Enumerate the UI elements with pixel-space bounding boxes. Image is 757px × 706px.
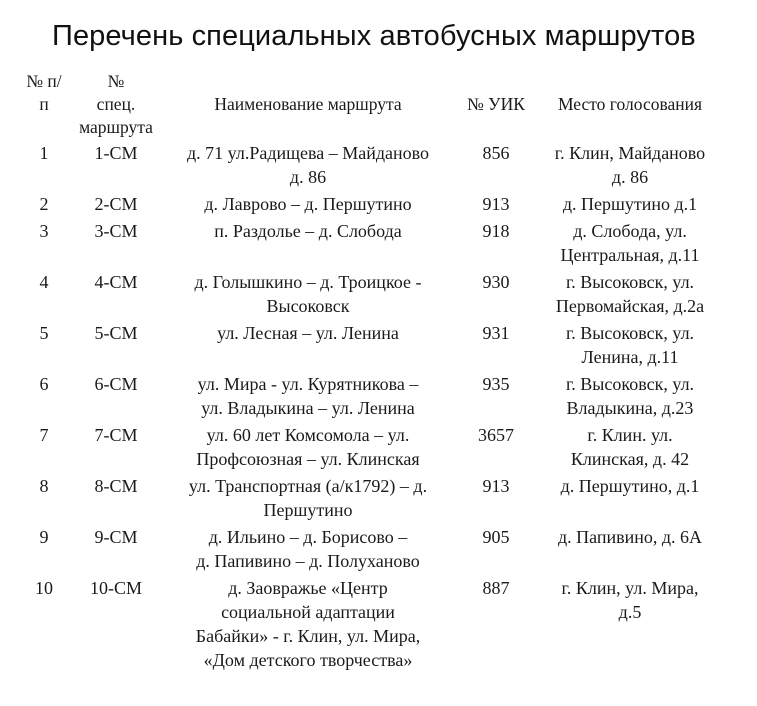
route-name-line: ул. Транспортная (а/к1792) – д. bbox=[188, 476, 428, 496]
route-name-line: п. Раздолье – д. Слобода bbox=[214, 221, 402, 241]
route-name bbox=[158, 421, 458, 472]
uik-number: 913 bbox=[482, 476, 510, 496]
header-place: Место голосования bbox=[557, 94, 703, 114]
route-name-line: д. Заовражье «Центр bbox=[228, 578, 388, 598]
voting-place-line: д. 86 bbox=[611, 167, 649, 187]
row-number: 1 bbox=[39, 143, 49, 163]
route-name-line: Профсоюзная – ул. Клинская bbox=[196, 449, 420, 469]
routes-table bbox=[14, 70, 726, 673]
route-code: 10-СМ bbox=[89, 578, 142, 598]
route-code: 2-СМ bbox=[94, 194, 138, 214]
row-number: 4 bbox=[39, 272, 49, 292]
voting-place bbox=[534, 523, 726, 574]
route-name bbox=[158, 217, 458, 268]
table-row bbox=[14, 319, 726, 370]
header-num-line: № п/ bbox=[26, 71, 62, 91]
voting-place bbox=[534, 574, 726, 673]
voting-place bbox=[534, 139, 726, 190]
row-number: 10 bbox=[35, 578, 53, 598]
route-code: 6-СМ bbox=[94, 374, 138, 394]
route-name-line: ул. 60 лет Комсомола – ул. bbox=[206, 425, 410, 445]
voting-place-line: Ленина, д.11 bbox=[581, 347, 679, 367]
row-number: 6 bbox=[39, 374, 49, 394]
uik-number: 935 bbox=[482, 374, 510, 394]
voting-place-line: г. Высоковск, ул. bbox=[565, 374, 695, 394]
route-name bbox=[158, 319, 458, 370]
route-code: 7-СМ bbox=[94, 425, 138, 445]
route-code: 3-СМ bbox=[94, 221, 138, 241]
header-num-line: п bbox=[39, 94, 49, 114]
routes-table-body bbox=[14, 139, 726, 673]
uik-number: 931 bbox=[482, 323, 510, 343]
header-code-line: маршрута bbox=[79, 117, 153, 137]
route-name-line: социальной адаптации bbox=[221, 602, 395, 622]
route-name bbox=[158, 370, 458, 421]
voting-place-line: Владыкина, д.23 bbox=[566, 398, 694, 418]
voting-place bbox=[534, 421, 726, 472]
route-name-line: ул. Мира - ул. Курятникова – bbox=[197, 374, 419, 394]
table-row bbox=[14, 574, 726, 673]
route-code: 1-СМ bbox=[94, 143, 138, 163]
header-code-line: № bbox=[107, 71, 125, 91]
route-name-line: Бабайки» - г. Клин, ул. Мира, bbox=[195, 626, 421, 646]
uik-number: 905 bbox=[482, 527, 510, 547]
voting-place bbox=[534, 268, 726, 319]
route-name-line: Высоковск bbox=[266, 296, 350, 316]
route-code: 4-СМ bbox=[94, 272, 138, 292]
route-name-line: «Дом детского творчества» bbox=[203, 650, 413, 670]
uik-number: 918 bbox=[482, 221, 510, 241]
row-number: 5 bbox=[39, 323, 49, 343]
route-name-line: д. 71 ул.Радищева – Майданово bbox=[186, 143, 430, 163]
route-name-line: д. Папивино – д. Полуханово bbox=[196, 551, 420, 571]
table-row bbox=[14, 370, 726, 421]
voting-place-line: г. Клин. ул. bbox=[587, 425, 673, 445]
uik-number: 856 bbox=[482, 143, 510, 163]
voting-place-line: д. Першутино д.1 bbox=[562, 194, 698, 214]
header-code-line: спец. bbox=[96, 94, 136, 114]
route-name bbox=[158, 574, 458, 673]
route-name bbox=[158, 190, 458, 217]
uik-number: 930 bbox=[482, 272, 510, 292]
route-name-line: д. 86 bbox=[289, 167, 327, 187]
row-number: 8 bbox=[39, 476, 49, 496]
route-code: 9-СМ bbox=[94, 527, 138, 547]
page-title: Перечень специальных автобусных маршрутов bbox=[52, 20, 696, 52]
route-name-line: Першутино bbox=[263, 500, 353, 520]
uik-number: 3657 bbox=[478, 425, 514, 445]
table-row bbox=[14, 217, 726, 268]
route-code: 5-СМ bbox=[94, 323, 138, 343]
route-name bbox=[158, 472, 458, 523]
route-name-line: д. Ильино – д. Борисово – bbox=[208, 527, 408, 547]
uik-number: 887 bbox=[482, 578, 510, 598]
voting-place bbox=[534, 190, 726, 217]
table-row bbox=[14, 421, 726, 472]
route-name-line: д. Голышкино – д. Троицкое - bbox=[194, 272, 422, 292]
row-number: 7 bbox=[39, 425, 49, 445]
voting-place-line: д.5 bbox=[618, 602, 642, 622]
route-name-line: ул. Лесная – ул. Ленина bbox=[217, 323, 399, 343]
row-number: 3 bbox=[39, 221, 49, 241]
voting-place bbox=[534, 217, 726, 268]
voting-place-line: г. Высоковск, ул. bbox=[565, 323, 695, 343]
voting-place-line: д. Папивино, д. 6А bbox=[557, 527, 703, 547]
header-num bbox=[14, 70, 74, 139]
route-name-line: ул. Владыкина – ул. Ленина bbox=[201, 398, 415, 418]
route-name bbox=[158, 139, 458, 190]
route-code: 8-СМ bbox=[94, 476, 138, 496]
table-row bbox=[14, 472, 726, 523]
table-header-row bbox=[14, 70, 726, 139]
header-code bbox=[74, 70, 158, 139]
voting-place-line: г. Клин, Майданово bbox=[554, 143, 706, 163]
route-name bbox=[158, 523, 458, 574]
voting-place-line: Клинская, д. 42 bbox=[570, 449, 690, 469]
route-name bbox=[158, 268, 458, 319]
table-row bbox=[14, 139, 726, 190]
voting-place-line: д. Першутино, д.1 bbox=[560, 476, 700, 496]
voting-place-line: Центральная, д.11 bbox=[560, 245, 700, 265]
voting-place bbox=[534, 472, 726, 523]
table-row bbox=[14, 190, 726, 217]
voting-place-line: Первомайская, д.2а bbox=[555, 296, 705, 316]
voting-place-line: г. Высоковск, ул. bbox=[565, 272, 695, 292]
uik-number: 913 bbox=[482, 194, 510, 214]
voting-place bbox=[534, 319, 726, 370]
voting-place-line: д. Слобода, ул. bbox=[573, 221, 687, 241]
row-number: 2 bbox=[39, 194, 49, 214]
row-number: 9 bbox=[39, 527, 49, 547]
voting-place bbox=[534, 370, 726, 421]
route-name-line: д. Лаврово – д. Першутино bbox=[204, 194, 412, 214]
table-row bbox=[14, 268, 726, 319]
header-uik: № УИК bbox=[467, 94, 525, 114]
header-name: Наименование маршрута bbox=[214, 94, 402, 114]
table-row bbox=[14, 523, 726, 574]
voting-place-line: г. Клин, ул. Мира, bbox=[561, 578, 699, 598]
